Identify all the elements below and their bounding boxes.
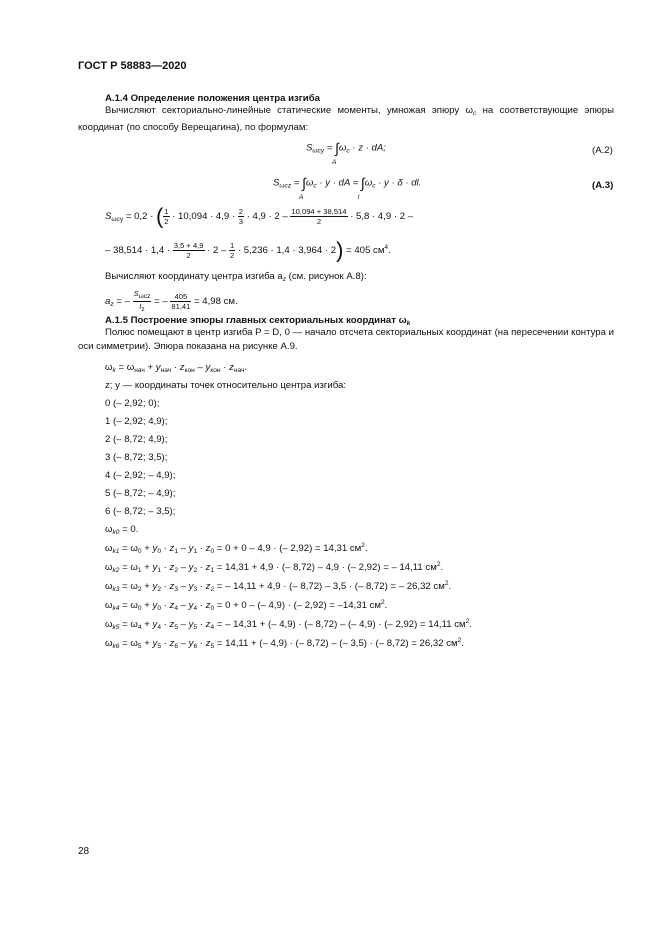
- section-a14-title: А.1.4 Определение положения центра изгиба: [105, 93, 320, 104]
- az-intro-text: Вычисляют координату центра изгиба a: [105, 271, 283, 282]
- intro-sub: c: [472, 110, 477, 117]
- point-2: 2 (– 8,72; 4,9);: [105, 434, 168, 445]
- page-number: 28: [78, 846, 90, 857]
- coords-note: z; y — координаты точек относительно центра изгиба:: [105, 380, 347, 391]
- point-0: 0 (– 2,92; 0);: [105, 398, 160, 409]
- point-5: 5 (– 8,72; – 4,9);: [105, 488, 176, 499]
- section-a15-title-sub: k: [406, 320, 411, 327]
- formula-a2: $S_{\omega cy}$ = ∫ A $\omega_c \cdot z$ · dA;: [306, 140, 386, 166]
- intro-text-1: Вычисляют секториально-линейные статические моменты, умножая эпюру ω: [105, 105, 473, 116]
- omega-k5: $\omega_{k5} = \omega_4 + y_4 \cdot z_5 - y_5 \cdot z_4$ = – 14,31 + (– 4,9) · (– 8,72) – (– 4,9) · (– 2,92) = 14,11 $см^2$.: [105, 618, 472, 631]
- omega-k2-value: = 14,31 + 4,9 · (– 8,72) – 4,9 · (– 2,92) = – 14,11 см: [216, 562, 437, 573]
- omega-k3: $\omega_{k3} = \omega_2 + y_2 \cdot z_3 - y_3 \cdot z_2$ = – 14,11 + 4,9 · (– 8,72) – 3,5 · (– 8,72) = – 26,32 $см^2$.: [105, 580, 452, 593]
- point-6: 6 (– 8,72; – 3,5);: [105, 506, 176, 517]
- point-3: 3 (– 8,72; 3,5);: [105, 452, 168, 463]
- omega-k6: $\omega_{k6} = \omega_5 + y_5 \cdot z_6 - y_6 \cdot z_5 = 14,11$ + (– 4,9) · (– 8,72) – (– 3,5) · (– 8,72) = 26,32 $см^2$.: [105, 637, 464, 650]
- formula-a3: $S_{\omega cz}$ = ∫ A $\omega_c \cdot y$ · dA = ∫ l $\omega_c \cdot y \cdot \delta$ · dl.: [273, 175, 422, 201]
- s-wcy-calc-line-1: $S_{\omega cy} = 0,2$ · ( $\frac{1}{2}$ · 10,094 · 4,9 · $\frac{2}{3}$ · 4,9 · 2 – $\frac{10,094 + 38,514}{2}$ · 5,8 · 4,9 · 2 –: [105, 203, 414, 229]
- section-a14-intro: [78, 104, 614, 135]
- point-4: 4 (– 2,92; – 4,9);: [105, 470, 176, 481]
- intro-text-2: на соответствующие эпюры координат (по способу Верещагина), по формулам:: [78, 105, 614, 133]
- az-formula: $a_z$ = – $\frac{\text{Sωcz}}{Iz}$ = – $\frac{405}{81,41}$ = 4,98 см.: [105, 289, 238, 313]
- section-a15-p1: Полюс помещают в центр изгиба P = D, 0 — начало отсчета секториальных координат (на пересечении контура и оси симметрии). Эпюра показана на рисунке А.9.: [78, 327, 614, 352]
- s-wcy-result: = 405 см: [346, 245, 385, 257]
- omega-k4: $\omega_{k4} = \omega_0 + y_0 \cdot z_4 - y_4 \cdot z_0 = 0 + 0$ – (– 4,9) · (– 2,92) = –14,31 $см^2$.: [105, 599, 388, 612]
- omega-k3-value: = – 14,11 + 4,9 · (– 8,72) – 3,5 · (– 8,72) = – 26,32 см: [216, 581, 445, 592]
- formula-a3-label: (А.3): [592, 180, 614, 191]
- point-1: 1 (– 2,92; 4,9);: [105, 416, 168, 427]
- section-a15-title-text: А.1.5 Построение эпюры главных секториальных координат ω: [105, 315, 407, 326]
- s-wcy-unit-sup: 4: [384, 244, 389, 252]
- s-wcy-coef: = 0,2 ·: [125, 211, 154, 223]
- az-intro-sub: z: [282, 276, 286, 283]
- omega-k2: $\omega_{k2} = \omega_1 + y_1 \cdot z_2 - y_2 \cdot z_1 = 14,31 + 4,9$ · (– 8,72) – 4,9 · (– 2,92) = – 14,11 $см^2$.: [105, 561, 444, 574]
- az-intro-tail: (см. рисунок А.8):: [286, 271, 367, 282]
- omega-k5-value: = – 14,31 + (– 4,9) · (– 8,72) – (– 4,9) · (– 2,92) = 14,11 см: [216, 619, 466, 630]
- omega-k6-value: = 14,11 + (– 4,9) · (– 8,72) – (– 3,5) · (– 8,72) = 26,32 см: [216, 638, 458, 649]
- omega-k1-value: = 0 + 0 – 4,9 · (– 2,92) = 14,31 см: [216, 543, 362, 554]
- omega-k-formula: $\omega_k = \omega_{нач} + y_{нач} \cdot z_{кон} - y_{кон} \cdot z_{нач}$.: [105, 362, 248, 374]
- document-header: ГОСТ Р 58883—2020: [78, 60, 187, 72]
- formula-a2-label: (А.2): [592, 145, 613, 156]
- az-result: = 4,98 см.: [194, 296, 238, 308]
- omega-k0-value: = 0.: [122, 524, 139, 535]
- omega-k0: $\omega_{k0} = 0$.: [105, 524, 139, 536]
- omega-k4-value: = 0 + 0 – (– 4,9) · (– 2,92) = –14,31 см: [216, 600, 381, 611]
- s-wcy-calc-line-2: – 38,514 · 1,4 · $\frac{3,5 + 4,9}{2}$ · 2 – $\frac{1}{2}$ · 5,236 · 1,4 · 3,964 · 2) = 405 $см^4$.: [105, 237, 391, 263]
- omega-k1: $\omega_{k1} = \omega_0 + y_0 \cdot z_1 - y_1 \cdot z_0 = 0 + 0 - 4,9$ · (– 2,92) = 14,31 $см^2$.: [105, 542, 368, 555]
- az-intro: [105, 271, 367, 283]
